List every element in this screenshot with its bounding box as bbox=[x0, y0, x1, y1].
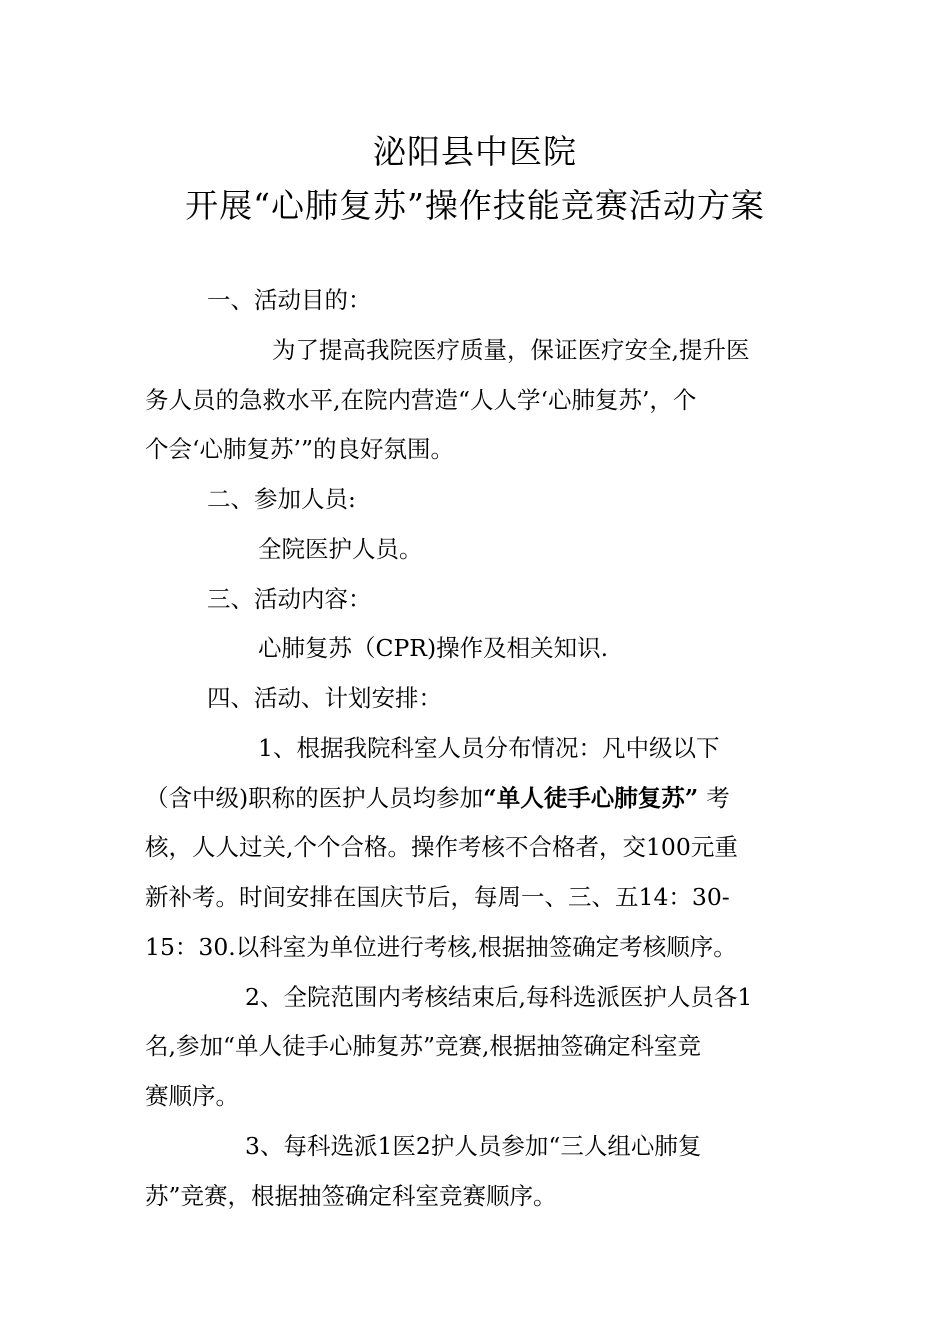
section3-text: 心肺复苏（CPR)操作及相关知识. bbox=[258, 634, 609, 662]
section4-heading: 四、活动、计划安排： bbox=[207, 684, 442, 712]
item1-line2-text-b: 考 bbox=[706, 784, 730, 812]
section2-text: 全院医护人员。 bbox=[258, 535, 423, 563]
item3-line1: 3、每科选派1医2护人员参加“三人组心肺复 bbox=[245, 1132, 702, 1160]
item1-line2-text-a: （含中级)职称的医护人员均参加 bbox=[145, 784, 484, 812]
item2-line3: 赛顺序。 bbox=[145, 1082, 239, 1110]
item3-line2: 苏”竞赛，根据抽签确定科室竞赛顺序。 bbox=[145, 1182, 557, 1210]
item2-line2: 名,参加“单人徒手心肺复苏”竞赛,根据抽签确定科室竞 bbox=[145, 1032, 701, 1060]
item1-line3: 核，人人过关,个个合格。操作考核不合格者，交100元重 bbox=[145, 833, 738, 861]
document-title-line2: 开展“心肺复苏”操作技能竞赛活动方案 bbox=[185, 186, 765, 225]
section3-heading: 三、活动内容： bbox=[207, 585, 372, 613]
section1-paragraph-line3: 个会‘心肺复苏’”的良好氛围。 bbox=[145, 435, 454, 463]
section1-paragraph-line1: 为了提高我院医疗质量，保证医疗安全,提升医 bbox=[272, 336, 750, 364]
item2-line1: 2、全院范围内考核结束后,每科选派医护人员各1 bbox=[245, 983, 753, 1011]
section2-heading: 二、参加人员: bbox=[207, 485, 356, 513]
item1-line5: 15：30.以科室为单位进行考核,根据抽签确定考核顺序。 bbox=[145, 933, 737, 961]
item1-line4: 新补考。时间安排在国庆节后，每周一、三、五14：30- bbox=[145, 883, 730, 911]
item1-line2-bold-text: “单人徒手心肺复苏” bbox=[483, 784, 699, 812]
section1-heading: 一、活动目的： bbox=[207, 286, 372, 314]
item1-line1: 1、根据我院科室人员分布情况：凡中级以下 bbox=[258, 734, 720, 762]
section1-paragraph-line2: 务人员的急救水平,在院内营造“人人学‘心肺复苏’，个 bbox=[145, 386, 697, 414]
document-title-line1: 泌阳县中医院 bbox=[373, 132, 577, 171]
item1-line2 bbox=[145, 781, 730, 815]
